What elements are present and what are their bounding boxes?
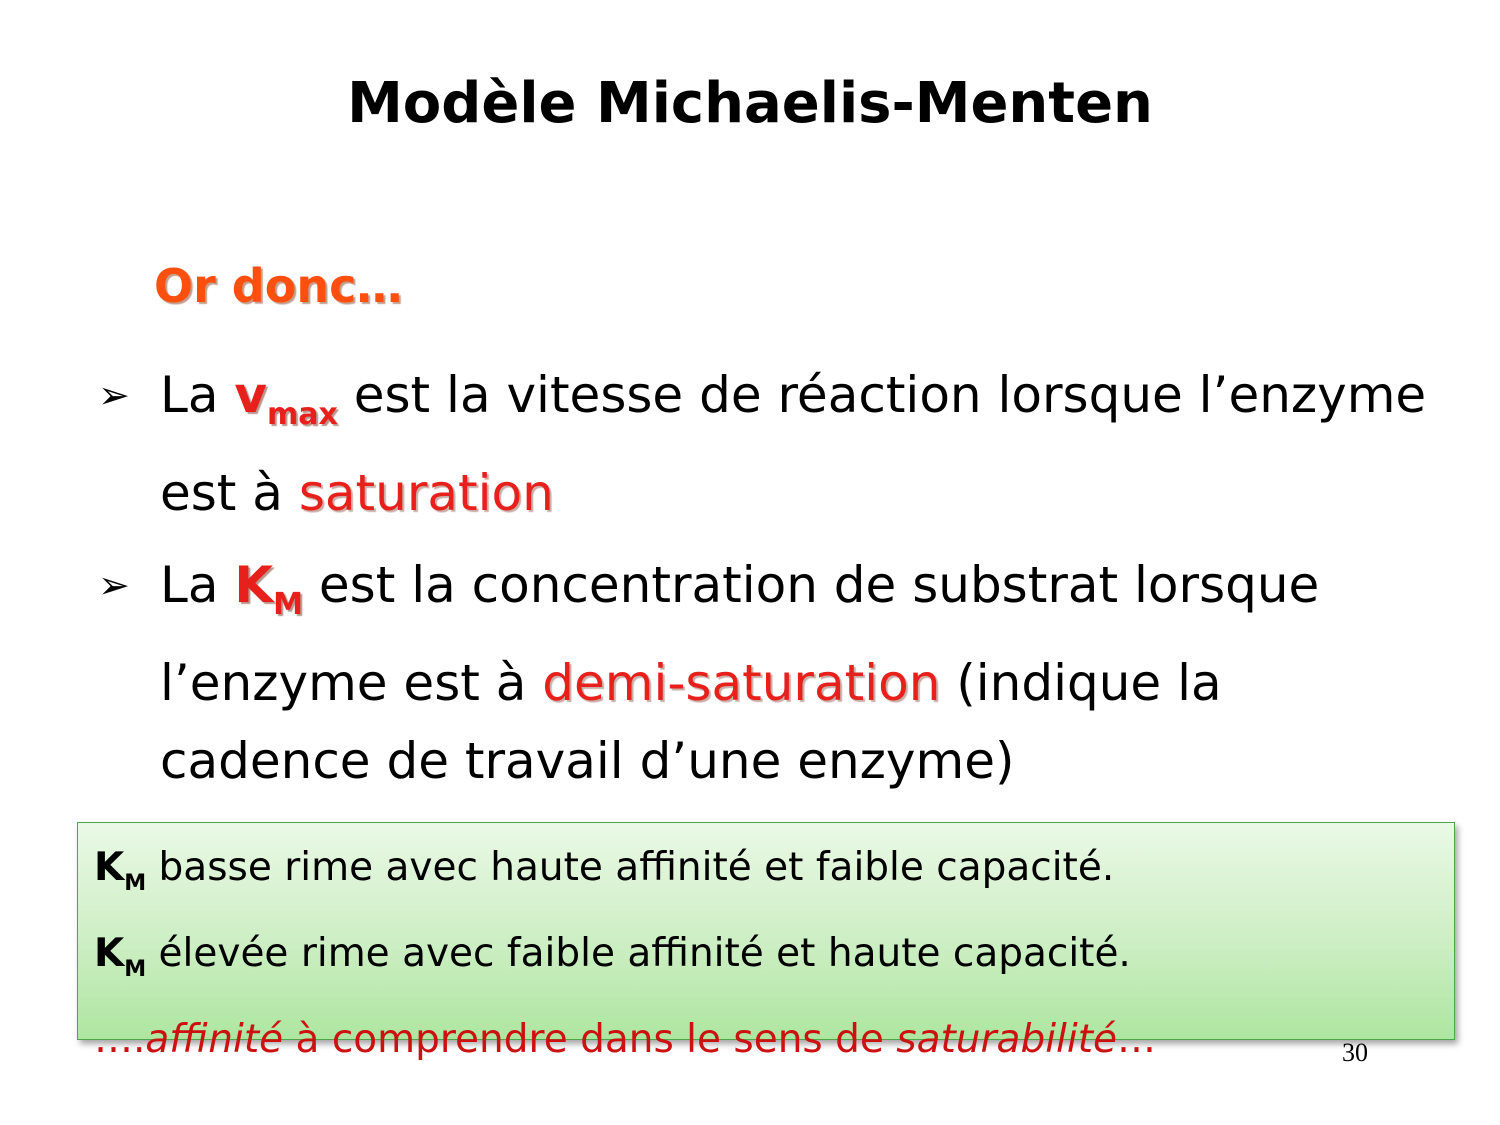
box-line-low-km [94,833,1454,919]
page-number: 30 [1342,1038,1368,1067]
bullet-text [160,356,1438,532]
bullet-middle: est la concentration de substrat lorsque l’enzyme est à [160,556,1320,712]
arrow-bullet-icon: ➢ [98,563,130,607]
saturation-highlight: saturation [298,464,554,522]
slide-title: Modèle Michaelis-Menten [347,71,1153,136]
vmax-subscript: max [266,397,338,432]
italic-saturabilite: saturabilité [896,1017,1118,1062]
bullet-text [160,546,1438,800]
box-line-text: élevée rime avec faible affinité et haute capacité. [146,931,1131,976]
bullet-km [98,546,1438,800]
italic-affinite: affinité [145,1017,284,1062]
bullet-prefix: La [160,556,235,614]
box-line-text: basse rime avec haute affinité et faible capacité. [146,845,1115,890]
km-symbol: $K_M$ [94,931,147,982]
km-subscript: M [273,587,303,622]
bullet-middle: est la vitesse de réaction lorsque l’enzyme est à [160,366,1427,522]
box-line-high-km [94,919,1454,1005]
km-symbol: $K_M$ [234,556,303,622]
bullet-vmax [98,356,1438,532]
box-line-affinity-note: ….affinité à comprendre dans le sens de saturabilité… [94,1017,1157,1062]
subheading: Or donc… [154,259,403,313]
bullet-prefix: La [160,366,235,424]
demi-saturation-highlight: demi-saturation [542,654,941,712]
vmax-symbol: $v_{max}$ [234,366,338,432]
arrow-bullet-icon: ➢ [98,373,130,417]
km-symbol: $K_M$ [94,845,147,896]
bullet-suffix: (indique la cadence de travail d’une enzyme) [160,654,1222,790]
